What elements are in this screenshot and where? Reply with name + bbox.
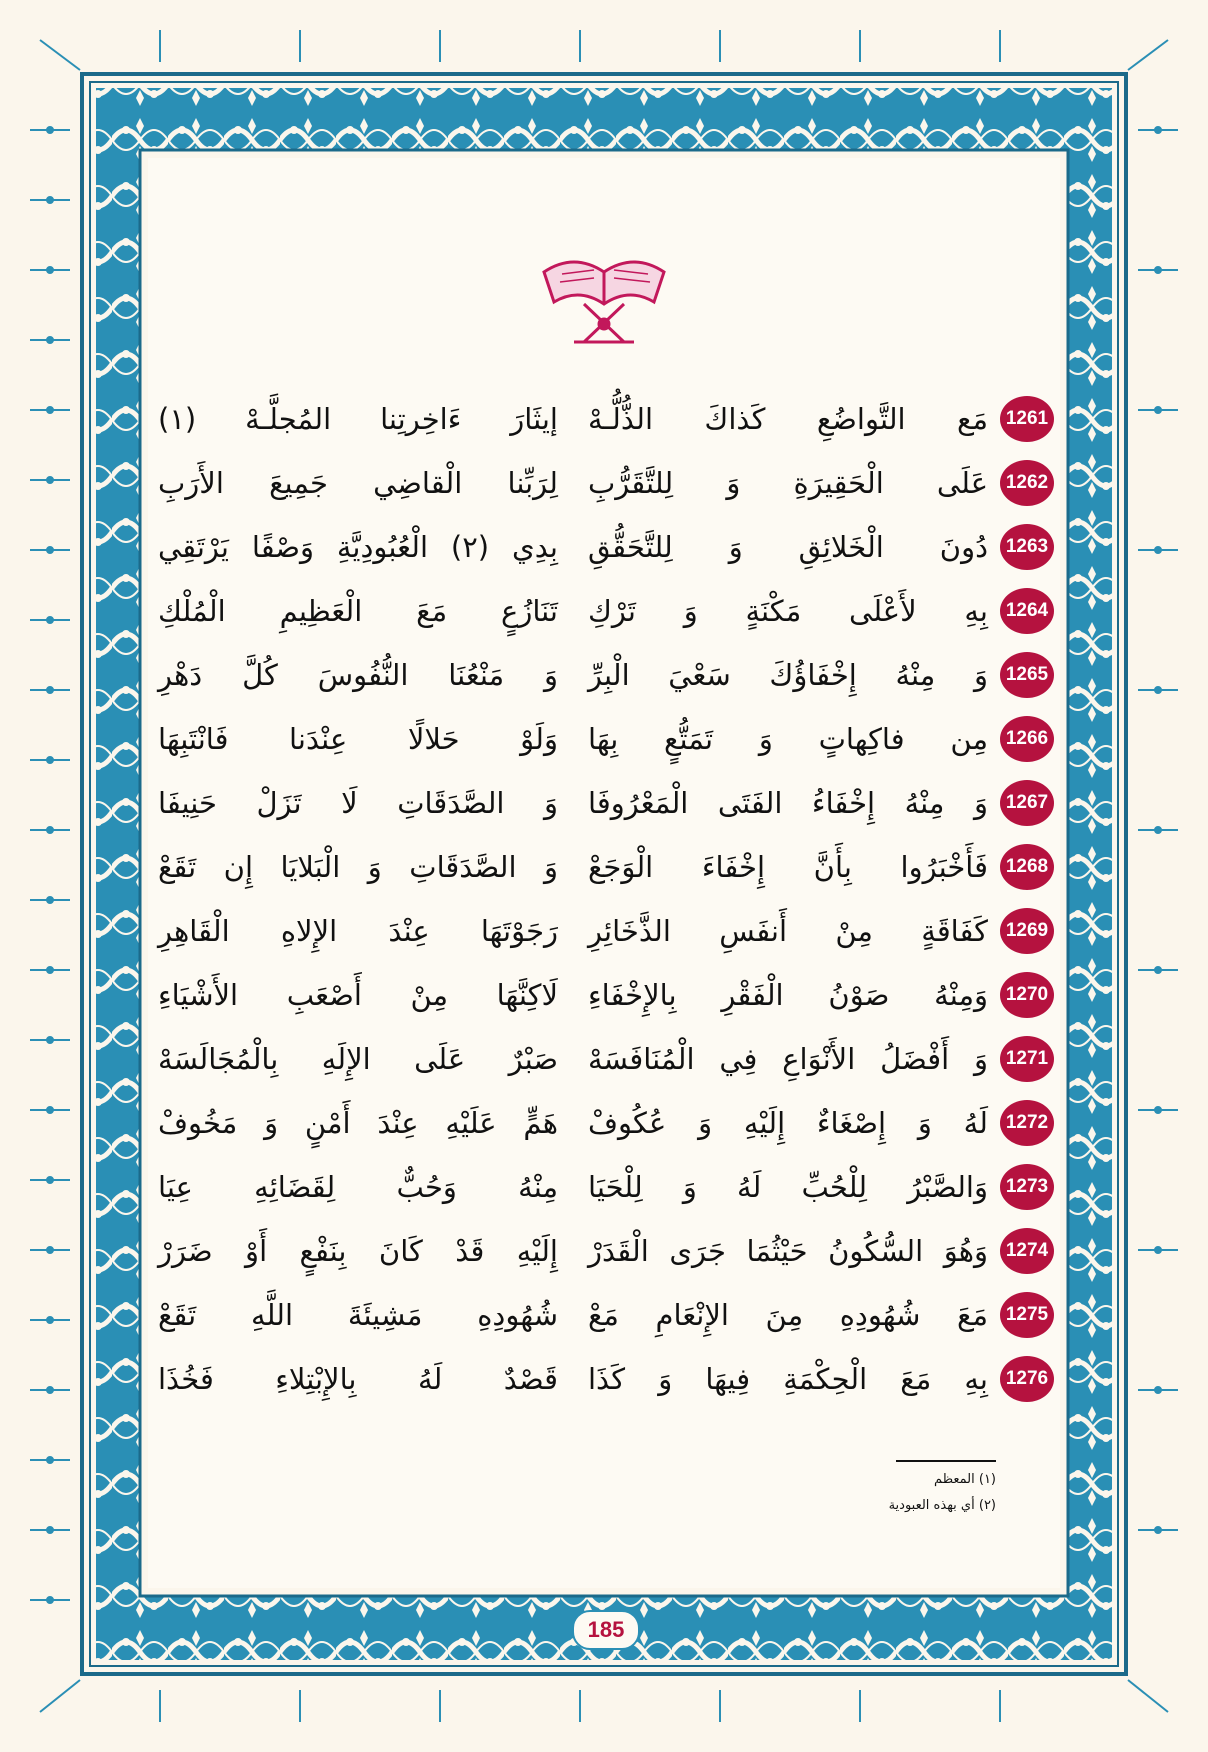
verse-number-badge: 1267 <box>1000 780 1054 826</box>
verse-second-hemistich: رَجَوْتَهَا عِنْدَ الإِلاهِ الْقَاهِرِ <box>158 914 558 948</box>
verse-first-hemistich: مَع التَّواضُعِ كَذاكَ الذُّلُّـهْ <box>588 402 988 436</box>
verse-number-badge: 1272 <box>1000 1100 1054 1146</box>
verse-first-hemistich: دُونَ الْخَلائِقِ وَ لِلتَّحَقُّقِ <box>588 530 988 564</box>
verse-row <box>148 646 1060 708</box>
verse-second-hemistich: لِرَبِّنا الْقاضِي جَمِيعَ الأَرَبِ <box>158 466 558 500</box>
verse-first-hemistich: مِن فاكِهاتٍ وَ تَمَتُّعٍ بِهَا <box>588 722 988 756</box>
verse-number-badge: 1266 <box>1000 716 1054 762</box>
verse-row <box>148 902 1060 964</box>
verse-row <box>148 1158 1060 1220</box>
verse-row <box>148 710 1060 772</box>
verse-second-hemistich: وَلَوْ حَلالًا عِنْدَنا فَانْتَبِهَا <box>158 722 558 756</box>
verse-number-badge: 1265 <box>1000 652 1054 698</box>
verse-row <box>148 838 1060 900</box>
verse-second-hemistich: شُهُودِهِ مَشِيئَةَ اللَّهِ تَقَعْ <box>158 1298 558 1332</box>
verse-number-badge: 1274 <box>1000 1228 1054 1274</box>
verse-row <box>148 966 1060 1028</box>
verse-number-badge: 1270 <box>1000 972 1054 1018</box>
verse-second-hemistich: وَ الصَّدَقَاتِ وَ الْبَلايَا إِن تَقَعْ <box>158 850 558 884</box>
verse-row <box>148 454 1060 516</box>
verse-second-hemistich: وَ مَنْعُنَا النُّفُوسَ كُلَّ دَهْرِ <box>158 658 558 692</box>
verse-first-hemistich: وَ أَفْضَلُ الأَنْوَاعِ فِي الْمُنَافَسَهْ <box>588 1042 988 1076</box>
verse-number-badge: 1268 <box>1000 844 1054 890</box>
verse-second-hemistich: صَبْرٌ عَلَى الإِلَهِ بِالْمُجَالَسَهْ <box>158 1042 558 1076</box>
verse-second-hemistich: وَ الصَّدَقَاتِ لَا تَزَلْ حَنِيفَا <box>158 786 558 820</box>
verse-second-hemistich: تَنَازُعٍ مَعَ الْعَظِيمِ الْمُلْكِ <box>158 594 558 628</box>
verse-first-hemistich: مَعَ شُهُودِهِ مِنَ الإِنْعَامِ مَعْ <box>588 1298 988 1332</box>
verse-first-hemistich: كَفَاقَةٍ مِنْ أَنفَسِ الذَّخَائِرِ <box>588 914 988 948</box>
footnote: (٢) أي بهذه العبودية <box>888 1498 996 1513</box>
verse-second-hemistich: إيثَارَ ءَاخِرتِنا المُجلَّـهْ (١) <box>158 402 558 436</box>
verse-first-hemistich: وَ مِنْهُ إِخْفَاؤُكَ سَعْيَ الْبِرِّ <box>588 658 988 692</box>
quran-stand-icon <box>524 232 684 352</box>
verse-second-hemistich: إِلَيْهِ قَدْ كَانَ بِنَفْعٍ أَوْ ضَرَرْ <box>158 1234 558 1268</box>
verse-row <box>148 1350 1060 1412</box>
verse-row <box>148 390 1060 452</box>
verse-first-hemistich: وَالصَّبْرُ لِلْحُبِّ لَهُ وَ لِلْحَيَا <box>588 1170 988 1204</box>
verse-row <box>148 774 1060 836</box>
verse-second-hemistich: مِنْهُ وَحُبٌّ لِقَضَائِهِ عِيَا <box>158 1170 558 1204</box>
verse-first-hemistich: بِهِ لأَعْلَى مَكْنَةٍ وَ تَرْكِ <box>588 594 988 628</box>
verse-first-hemistich: فَأَخْبَرُوا بِأَنَّ إِخْفَاءَ الْوَجَعْ <box>588 850 988 884</box>
verse-number-badge: 1271 <box>1000 1036 1054 1082</box>
footnote: (١) المعظم <box>934 1472 996 1487</box>
verse-first-hemistich: وَهُوَ السُّكُونُ حَيْثُمَا جَرَى الْقَدَرْ <box>588 1234 988 1268</box>
verse-number-badge: 1273 <box>1000 1164 1054 1210</box>
verse-row <box>148 1030 1060 1092</box>
verse-number-badge: 1262 <box>1000 460 1054 506</box>
verse-first-hemistich: وَمِنْهُ صَوْنُ الْفَقْرِ بِالإِخْفَاءِ <box>588 978 988 1012</box>
verse-first-hemistich: عَلَى الْحَقِيرَةِ وَ لِلتَّقَرُّبِ <box>588 466 988 500</box>
page-number: 185 <box>572 1610 640 1650</box>
verse-second-hemistich: بِدِي (٢) الْعُبُودِيَّةِ وَصْفًا يَرْتَقِي <box>158 530 558 564</box>
verse-row <box>148 1286 1060 1348</box>
verse-first-hemistich: لَهُ وَ إِصْغَاءٌ إِلَيْهِ وَ عُكُوفْ <box>588 1106 988 1140</box>
verse-number-badge: 1276 <box>1000 1356 1054 1402</box>
verse-row <box>148 582 1060 644</box>
verse-row <box>148 1222 1060 1284</box>
verse-number-badge: 1263 <box>1000 524 1054 570</box>
verse-second-hemistich: لَاكِنَّهَا مِنْ أَصْعَبِ الأَشْيَاءِ <box>158 978 558 1012</box>
verse-second-hemistich: قَصْدٌ لَهُ بِالإِبْتِلاءِ فَخُذَا <box>158 1362 558 1396</box>
verse-number-badge: 1269 <box>1000 908 1054 954</box>
verse-number-badge: 1261 <box>1000 396 1054 442</box>
text-panel <box>148 158 1060 1588</box>
verse-first-hemistich: بِهِ مَعَ الْحِكْمَةِ فِيهَا وَ كَذَا <box>588 1362 988 1396</box>
verse-second-hemistich: هَمٍّ عَلَيْهِ عِنْدَ أَمْنٍ وَ مَخُوفْ <box>158 1106 558 1140</box>
verse-first-hemistich: وَ مِنْهُ إِخْفَاءُ الفَتَى الْمَعْرُوفَا <box>588 786 988 820</box>
verse-number-badge: 1264 <box>1000 588 1054 634</box>
verse-row <box>148 518 1060 580</box>
verse-number-badge: 1275 <box>1000 1292 1054 1338</box>
verse-row <box>148 1094 1060 1156</box>
footnote-divider <box>896 1460 996 1462</box>
